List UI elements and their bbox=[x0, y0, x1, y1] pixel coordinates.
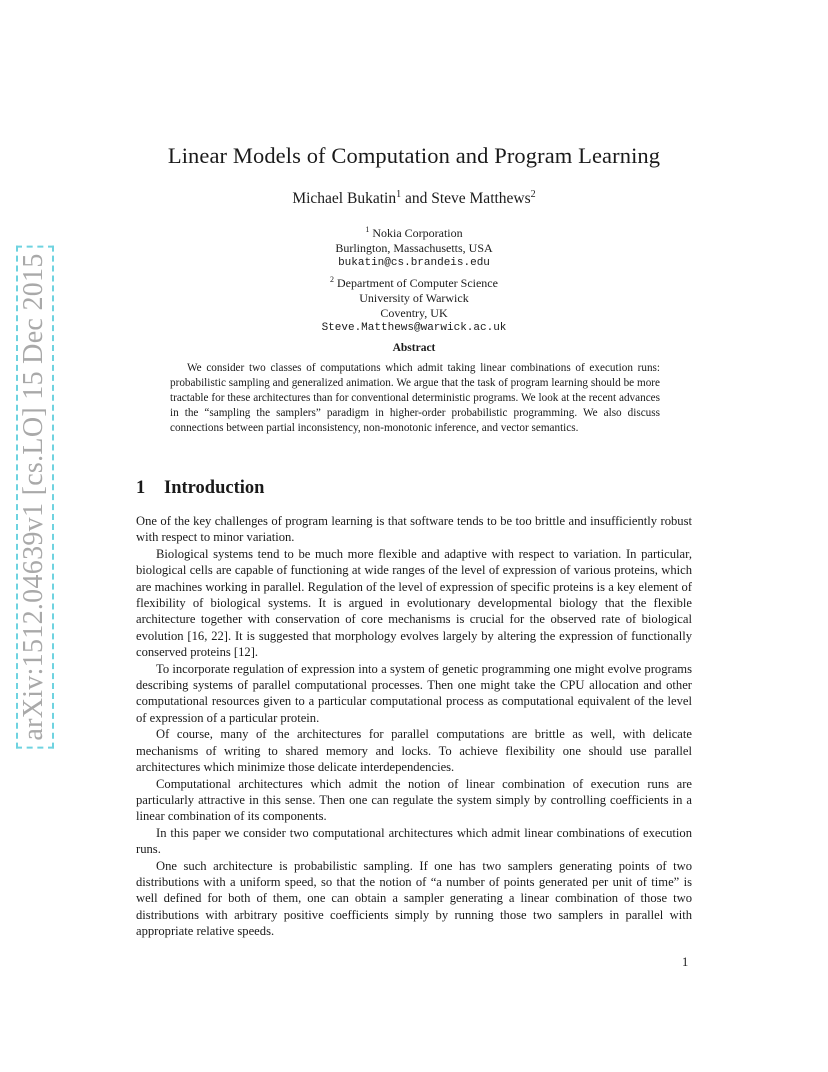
paper-title: Linear Models of Computation and Program Learning bbox=[167, 143, 661, 168]
author-name-2: Steve Matthews bbox=[431, 190, 531, 208]
affil-1-email[interactable]: bukatin@cs.brandeis.edu bbox=[338, 257, 490, 270]
paragraph-2 bbox=[136, 546, 692, 661]
paragraph-2-text-c: ]. bbox=[250, 645, 259, 660]
arxiv-identifier-stamp[interactable]: arXiv:1512.04639v1 [cs.LO] 15 Dec 2015 bbox=[16, 245, 54, 748]
affil-1-org-text: Nokia Corporation bbox=[372, 226, 463, 240]
author-conjunction: and bbox=[401, 190, 432, 208]
author-name-1: Michael Bukatin bbox=[292, 190, 397, 208]
affil-1-city: Burlington, Massachusetts, USA bbox=[335, 241, 493, 256]
paragraph-2-text-b: ]. It is suggested that morphology evolves largely by altering the expression of functionally conserved proteins [ bbox=[136, 628, 693, 660]
paragraph-5: Computational architectures which admit the notion of linear combination of execution runs are particularly attractive in this sense. Then one can regulate the system simply by controlling coefficients in a linear combination of its components. bbox=[136, 776, 692, 824]
citation-link-16[interactable]: 16 bbox=[191, 628, 205, 643]
author-1-affil-mark: 1 bbox=[396, 189, 402, 200]
section-title: Introduction bbox=[164, 478, 265, 498]
affil-2-dept-text: Department of Computer Science bbox=[337, 275, 498, 290]
abstract-heading: Abstract bbox=[392, 342, 436, 354]
affil-2-org: University of Warwick bbox=[359, 290, 469, 305]
page-number: 1 bbox=[682, 955, 689, 969]
affil-2-mark: 2 bbox=[330, 274, 335, 284]
affil-1-org bbox=[0, 222, 828, 241]
section-heading bbox=[136, 478, 264, 499]
affiliations bbox=[0, 222, 828, 336]
citation-separator: , bbox=[204, 628, 212, 643]
author-line bbox=[0, 189, 828, 208]
paragraph-3: To incorporate regulation of expression into a system of genetic programming one might evolve programs describing systems of parallel computational processes. Then one might take the CPU allocation and other computational resources given to a particular computational process as computational equivalent of the level of expression of a particular protein. bbox=[136, 661, 692, 725]
citation-link-12[interactable]: 12 bbox=[238, 645, 251, 660]
section-number: 1 bbox=[136, 478, 146, 498]
paragraph-7: One such architecture is probabilistic sampling. If one has two samplers generating points of two distributions with a uniform speed, so that the notion of “a number of points generated per unit of time” is well defined for both of them, one can obtain a sampler generating a linear combination of those two distributions with arbitrary positive coefficients simply by running those two samplers in parallel with appropriate relative speeds. bbox=[136, 858, 692, 939]
paragraph-2-text-a: Biological systems tend to be much more flexible and adaptive with respect to variation. In particular, biological cells are capable of functioning at wide ranges of the level of expression of various proteins, which are machines working in parallel. Regulation of the level of expression of specific proteins is a key element of flexibility of biological systems. It is argued in evolutionary developmental biology that the flexible architecture together with conservation of core mechanisms is crucial for the observed rate of biological evolution [ bbox=[136, 546, 692, 643]
paragraph-1: One of the key challenges of program learning is that software tends to be too brittle and insufficiently robust with respect to minor variation. bbox=[136, 514, 692, 545]
body-text bbox=[136, 513, 692, 940]
affil-2-city: Coventry, UK bbox=[380, 306, 448, 321]
affil-2-email[interactable]: Steve.Matthews@warwick.ac.uk bbox=[321, 322, 507, 335]
paragraph-4: Of course, many of the architectures for parallel computations are brittle as well, with delicate mechanisms of writing to shared memory and locks. To achieve flexibility one should use parallel architectures which minimize those delicate interdependencies. bbox=[136, 727, 692, 775]
affil-2-dept bbox=[0, 272, 828, 291]
author-2-affil-mark: 2 bbox=[530, 189, 536, 200]
paragraph-6: In this paper we consider two computational architectures which admit linear combinations of execution runs. bbox=[136, 825, 692, 857]
affil-1-mark: 1 bbox=[365, 225, 370, 234]
citation-link-22[interactable]: 22 bbox=[211, 628, 224, 643]
abstract-text: We consider two classes of computations which admit taking linear combinations of execution runs: probabilistic sampling and generalized animation. We argue that the task of program learning should be more tractable for these architectures than for conventional deterministic programs. We look at the recent advances in the “sampling the samplers” paradigm in higher-order probabilistic programming. We also discuss connections between partial inconsistency, non-monotonic inference, and vector semantics. bbox=[170, 362, 660, 435]
